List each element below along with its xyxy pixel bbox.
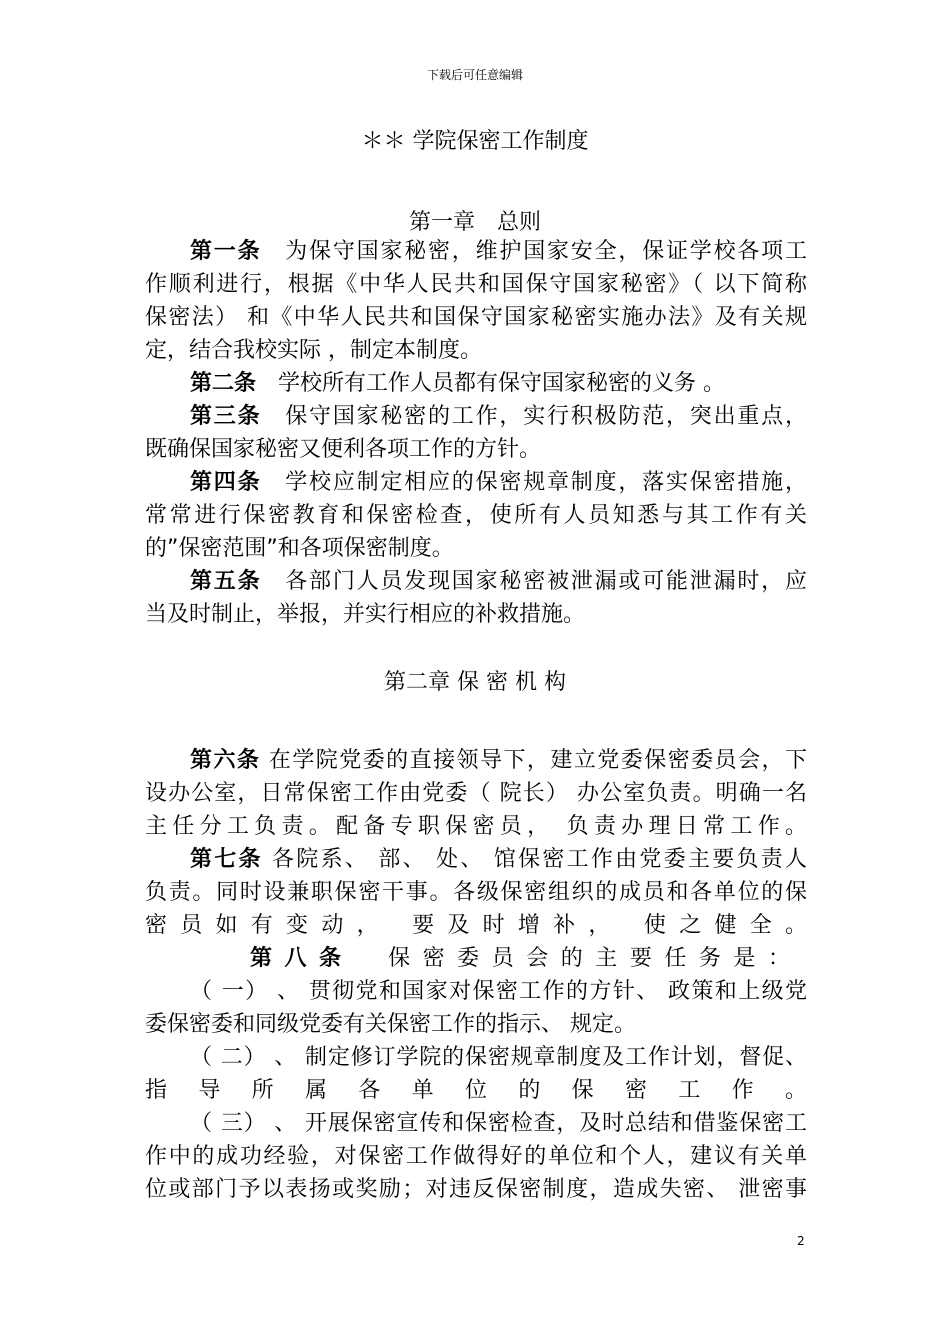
article-5-line-1: [190, 567, 807, 597]
article-8-item-1-line-2: 委保密委和同级党委有关保密工作的指示、 规定。: [145, 1012, 636, 1037]
article-2-line-1: [190, 369, 807, 399]
article-1-line-1: [190, 237, 807, 267]
article-8-item-3-line-1: （ 三） 、 开展保密宣传和保密检查，及时总结和借鉴保密工: [190, 1111, 807, 1136]
chapter-1-heading: 第一章 总则: [408, 210, 541, 235]
article-8-item-1-line-1: （ 一） 、 贯彻党和国家对保密工作的方针、 政策和上级党: [190, 979, 807, 1004]
article-7-line-3: 密员如有变动， 要及时增补， 使之健全。: [145, 913, 807, 938]
article-8-item-3-line-3: 位或部门予以表扬或奖励；对违反保密制度，造成失密、 泄密事: [145, 1177, 807, 1202]
article-8-item-3-line-2: 作中的成功经验，对保密工作做得好的单位和个人，建议有关单: [145, 1144, 807, 1169]
article-4-line-3: 的”保密范围”和各项保密制度。: [145, 536, 454, 561]
article-label: 第六条: [190, 748, 261, 773]
article-label: 第三条: [190, 404, 262, 429]
article-1-line-3: 保密法） 和《中华人民共和国保守国家秘密实施办法》及有关规: [145, 305, 807, 330]
article-text: 学校应制定相应的保密规章制度，落实保密措施，: [285, 470, 807, 495]
article-text: 保密委员会的主要任务是：: [388, 946, 790, 971]
header-note: 下载后可任意编辑: [426, 68, 523, 82]
article-7-line-2: 负责。同时设兼职保密干事。各级保密组织的成员和各单位的保: [145, 880, 807, 905]
article-label: 第八条: [250, 946, 354, 971]
article-8-line-1: [250, 944, 790, 974]
article-3-line-1: [190, 402, 807, 432]
article-label: 第五条: [190, 569, 262, 594]
article-label: 第四条: [190, 470, 262, 495]
article-3-line-2: 既确保国家秘密又便利各项工作的方针。: [145, 437, 542, 462]
article-6-line-2: 设办公室，日常保密工作由党委（ 院长） 办公室负责。明确一名: [145, 781, 807, 806]
document-title: ＊＊ 学院保密工作制度: [361, 129, 589, 154]
page-number: 2: [797, 1234, 805, 1248]
article-1-line-2: 作顺利进行，根据《中华人民共和国保守国家秘密》（ 以下简称: [145, 272, 807, 297]
article-text: 在学院党委的直接领导下，建立党委保密委员会，下: [268, 748, 807, 773]
article-label: 第七条: [190, 847, 263, 872]
article-1-line-4: 定，结合我校实际 ，制定本制度。: [145, 338, 482, 363]
article-5-line-2: 当及时制止，举报，并实行相应的补救措施。: [145, 602, 586, 627]
article-text: 各院系、 部、 处、 馆保密工作由党委主要负责人: [272, 847, 807, 872]
article-7-line-1: [190, 845, 807, 875]
article-text: 学校所有工作人员都有保守国家秘密的义务 。: [278, 371, 726, 396]
article-6-line-1: [190, 746, 807, 776]
article-text: 为保守国家秘密，维护国家安全，保证学校各项工: [285, 239, 807, 264]
chapter-2-heading: 第二章 保 密 机 构: [384, 670, 566, 695]
article-text: 各部门人员发现国家秘密被泄漏或可能泄漏时，应: [285, 569, 807, 594]
article-label: 第一条: [190, 239, 262, 264]
article-text: 保守国家秘密的工作，实行积极防范，突出重点，: [285, 404, 807, 429]
article-label: 第二条: [190, 371, 257, 396]
article-4-line-2: 常常进行保密教育和保密检查，使所有人员知悉与其工作有关: [145, 503, 807, 528]
article-8-item-2-line-1: （ 二） 、 制定修订学院的保密规章制度及工作计划，督促、: [190, 1045, 807, 1070]
article-6-line-3: 主任分工负责。配备专职保密员， 负责办理日常工作。: [145, 814, 807, 839]
article-8-item-2-line-2: 指导所属各单位的保密工作。: [145, 1078, 807, 1103]
article-4-line-1: [190, 468, 807, 498]
